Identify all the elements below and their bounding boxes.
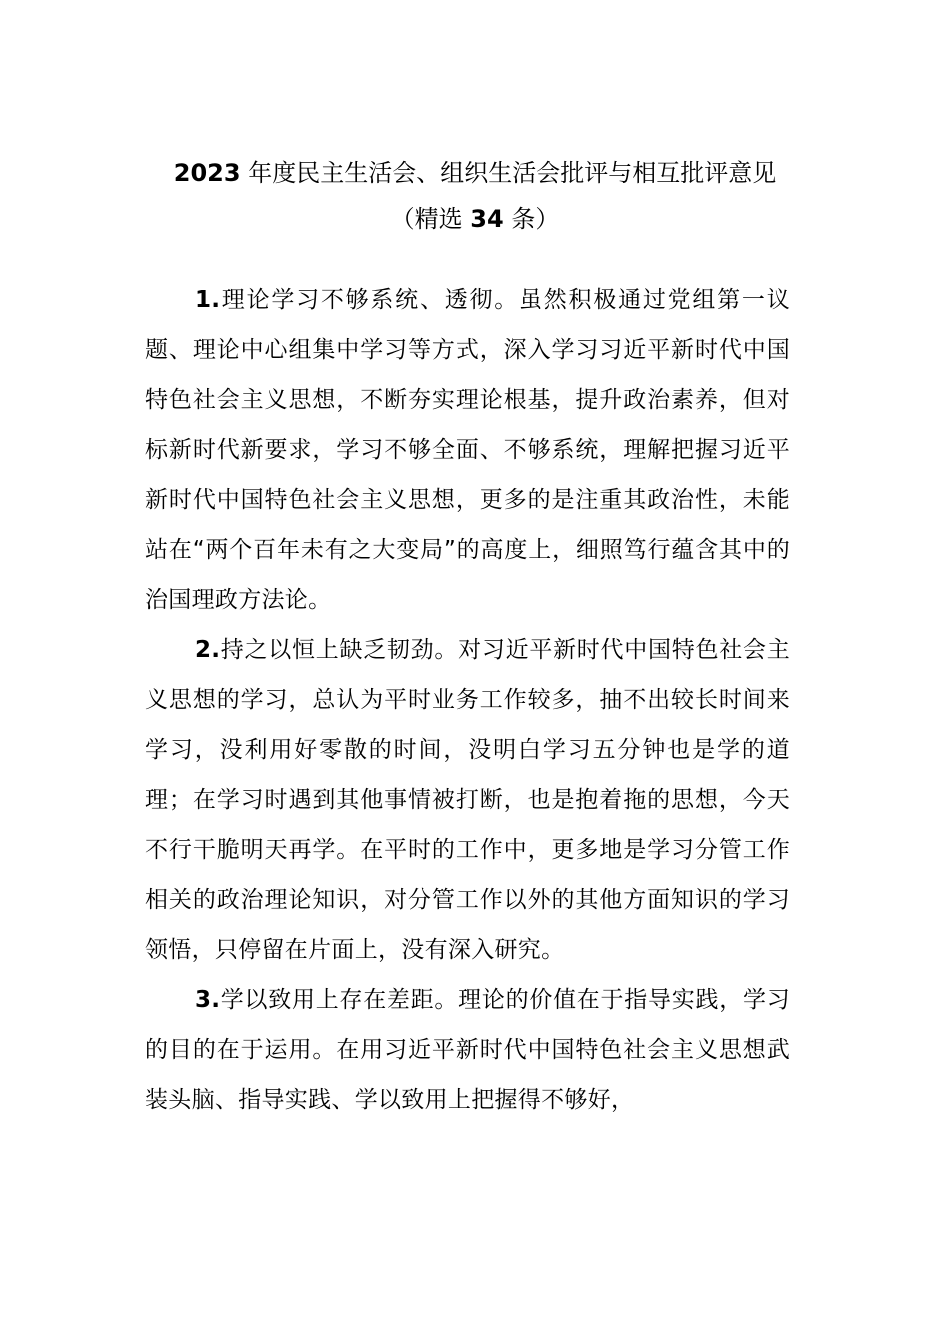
title-sub-open: （精选: [390, 205, 463, 233]
paragraph-1: [145, 275, 790, 625]
title-sub-line: [0, 196, 950, 242]
document-title: [0, 150, 950, 242]
title-sub-close: 条）: [511, 205, 560, 233]
title-main-text: 年度民主生活会、组织生活会批评与相互批评意见: [248, 159, 777, 187]
paragraph-number: 2.: [195, 637, 221, 663]
paragraph-text: 学以致用上存在差距。理论的价值在于指导实践，学习的目的在于运用。在用习近平新时代中国特色社会主义思想武装头脑、指导实践、学以致用上把握得不够好，: [145, 987, 790, 1113]
paragraph-3: [145, 975, 790, 1125]
title-main-line: [0, 150, 950, 196]
paragraph-text: 持之以恒上缺乏韧劲。对习近平新时代中国特色社会主义思想的学习，总认为平时业务工作较多，抽不出较长时间来学习，没利用好零散的时间，没明白学习五分钟也是学的道理；在学习时遇到其他事情被打断，也是抱着拖的思想，今天不行干脆明天再学。在平时的工作中，更多地是学习分管工作相关的政治理论知识，对分管工作以外的其他方面知识的学习领悟，只停留在片面上，没有深入研究。: [145, 637, 790, 963]
paragraph-text: 理论学习不够系统、透彻。虽然积极通过党组第一议题、理论中心组集中学习等方式，深入学习习近平新时代中国特色社会主义思想，不断夯实理论根基，提升政治素养，但对标新时代新要求，学习不够全面、不够系统，理解把握习近平新时代中国特色社会主义思想，更多的是注重其政治性，未能站在“两个百年未有之大变局”的高度上，细照笃行蕴含其中的治国理政方法论。: [145, 287, 790, 613]
document-body: [145, 275, 790, 1125]
paragraph-number: 3.: [195, 987, 221, 1013]
title-sub-count: 34: [470, 205, 504, 233]
title-year: 2023: [173, 159, 241, 187]
paragraph-number: 1.: [195, 287, 221, 313]
paragraph-2: [145, 625, 790, 975]
